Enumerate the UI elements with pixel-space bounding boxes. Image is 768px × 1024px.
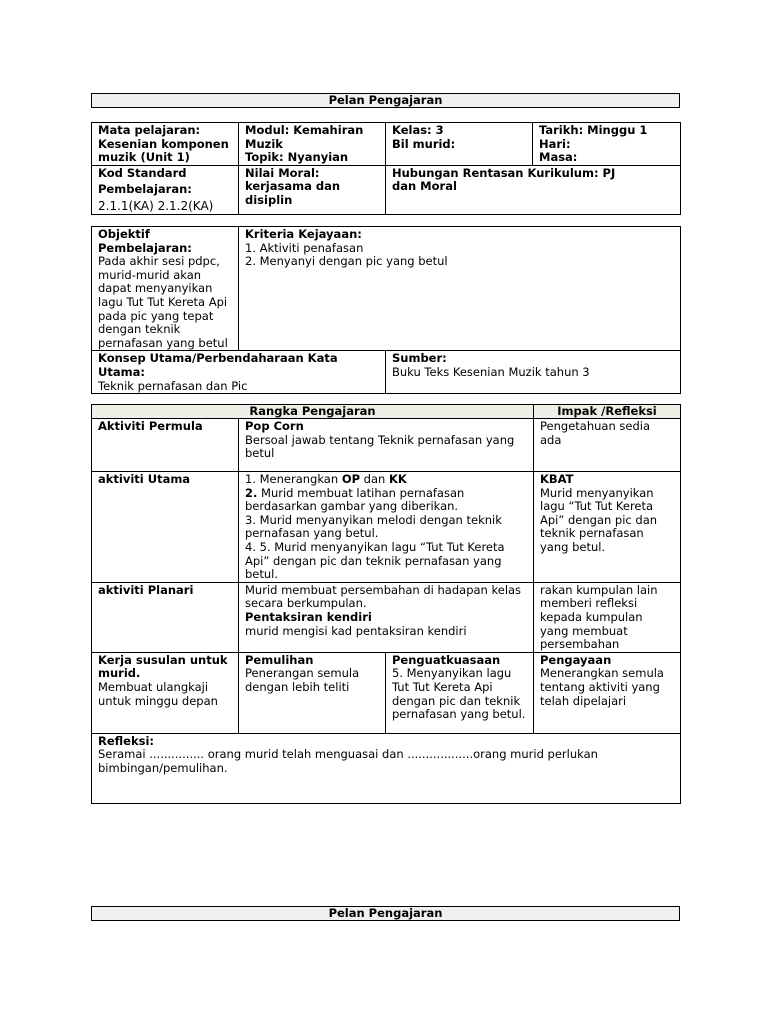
planari-label: aktiviti Planari [98,582,194,597]
planari-impak-cell [534,582,681,652]
rangka-table [91,404,681,804]
info-table [91,122,681,215]
planari-label-cell [92,582,239,652]
kelas-cell [386,123,533,166]
permula-impak: Pengetahuan sedia ada [540,419,650,447]
impak-header: Impak /Refleksi [534,405,681,419]
sumber-value: Buku Teks Kesenian Muzik tahun 3 [392,364,590,379]
objektif-cell [92,227,239,351]
topik: Topik: Nyanyian [245,150,349,165]
utama-impak-cell [534,472,681,583]
kriteria-cell [239,227,681,351]
op-term: OP [341,472,361,486]
refleksi-text: Seramai ............... orang murid telah menguasai dan ..................orang murid perlukan bimbingan/pemulihan. [98,747,598,775]
page-title: Pelan Pengajaran [91,93,680,108]
utama-step-2-num: 2. [245,485,258,500]
pengayaan-cell [534,652,681,733]
planari-text: Murid membuat persembahan di hadapan kelas secara berkumpulan. [245,582,522,611]
planari-impak: rakan kumpulan lain memberi refleksi kepada kumpulan yang membuat persembahan [540,582,658,652]
mata-pelajaran-value: Kesenian komponen muzik (Unit 1) [98,136,229,165]
kriteria-item-1: 1. Aktiviti penafasan [245,240,364,255]
kod-standard-label-2: Pembelajaran: [98,182,192,197]
kelas: Kelas: 3 [392,123,444,137]
rangka-header: Rangka Pengajaran [92,405,534,419]
objektif-text: Pada akhir sesi pdpc, murid-murid akan dapat menyanyikan lagu Tut Tut Kereta Api pada pic yang tepat dengan teknik pernafasan yang betul [98,254,228,350]
utama-step-1 [245,473,527,487]
kerja-susulan-text: Membuat ulangkaji untuk minggu depan [98,679,218,708]
modul-value: Muzik [245,136,283,151]
sumber-cell [386,351,681,394]
modul-label: Modul: Kemahiran [245,123,364,137]
utama-label: aktiviti Utama [98,472,191,486]
sumber-label: Sumber: [392,351,447,366]
utama-step-3: 3. Murid menyanyikan melodi dengan teknik pernafasan yang betul. [245,512,502,541]
kbat-label: KBAT [540,472,574,486]
footer-page-title: Pelan Pengajaran [91,906,680,921]
pentaksiran-text: murid mengisi kad pentaksiran kendiri [245,623,467,638]
nilai-moral-cell [239,165,386,214]
pengukuhan-label: Penguatkuasaan [392,652,501,667]
pemulihan-label: Pemulihan [245,652,314,667]
utama-step-2 [245,487,527,514]
konsep-label: Konsep Utama/Perbendaharaan Kata Utama: [98,351,338,379]
nilai-moral-label: Nilai Moral: [245,165,320,180]
refleksi-cell [92,733,681,803]
pengayaan-label: Pengayaan [540,652,612,667]
objektif-table [91,226,681,394]
planari-content-cell [239,582,534,652]
modul-cell [239,123,386,166]
permula-label: Aktiviti Permula [98,419,203,433]
pentaksiran-label: Pentaksiran kendiri [245,609,372,624]
kbat-text: Murid menyanyikan lagu “Tut Tut Kereta Api” dengan pic dan teknik pernafasan yang betul. [540,485,658,554]
hari: Hari: [539,136,571,151]
hubungan-cell [386,165,681,214]
pengukuhan-text: 5. Menyanyikan lagu Tut Tut Kereta Api dengan pic dan teknik pernafasan yang betul. [392,666,526,722]
mata-pelajaran-label: Mata pelajaran: [98,123,201,137]
tarikh-cell [533,123,681,166]
kriteria-item-2: 2. Menyanyi dengan pic yang betul [245,254,448,269]
kerja-susulan-label: Kerja susulan untuk murid. [98,652,228,681]
kk-term: KK [388,472,407,486]
kerja-susulan-cell [92,652,239,733]
masa: Masa: [539,150,578,165]
tarikh: Tarikh: Minggu 1 [539,123,648,137]
hubungan-rentasan: Hubungan Rentasan Kurikulum: PJ dan Moral [392,165,616,194]
permula-title: Pop Corn [245,419,304,433]
kod-standard-cell [92,165,239,214]
utama-content-cell [239,472,534,583]
permula-content-cell [239,419,534,472]
pengukuhan-cell [386,652,534,733]
permula-impak-cell [534,419,681,472]
mata-pelajaran-cell [92,123,239,166]
pemulihan-text: Penerangan semula dengan lebih teliti [245,666,360,694]
utama-step-2-text: Murid membuat latihan pernafasan berdasarkan gambar yang diberikan. [245,485,465,514]
utama-step-1-dan: dan [360,472,389,486]
permula-text: Bersoal jawab tentang Teknik pernafasan yang betul [245,432,515,461]
kod-standard-label: Kod Standard [98,165,187,180]
utama-step-1-pre: 1. Menerangkan [245,472,342,486]
konsep-value: Teknik pernafasan dan Pic [98,378,248,393]
bil-murid: Bil murid: [392,136,456,151]
kriteria-label: Kriteria Kejayaan: [245,227,362,241]
utama-label-cell [92,472,239,583]
kod-standard-value: 2.1.1(KA) 2.1.2(KA) [98,198,214,213]
objektif-label: Objektif Pembelajaran: [98,227,192,255]
utama-step-4: 4. 5. Murid menyanyikan lagu “Tut Tut Kereta Api” dengan pic dan teknik pernafasan yang betul. [245,539,505,582]
pengayaan-text: Menerangkan semula tentang aktiviti yang telah dipelajari [540,666,664,708]
nilai-moral-value: kerjasama dan disiplin [245,179,341,207]
refleksi-label: Refleksi: [98,733,155,748]
konsep-cell [92,351,386,394]
permula-label-cell [92,419,239,472]
pemulihan-cell [239,652,386,733]
